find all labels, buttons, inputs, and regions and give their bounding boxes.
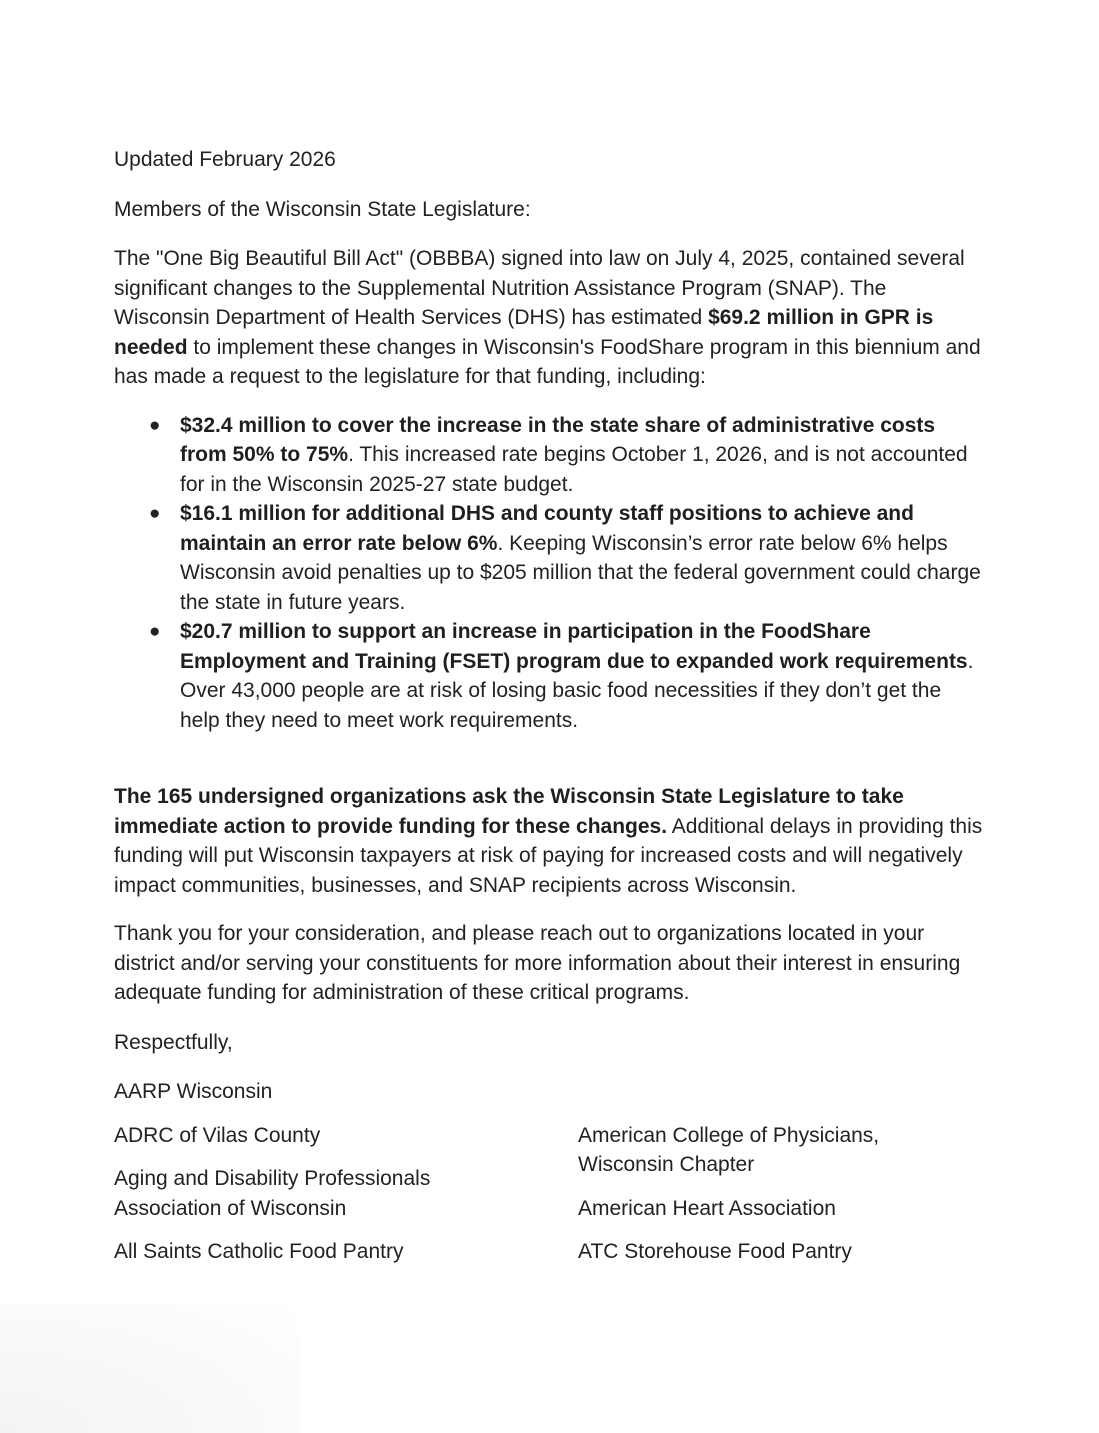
- intro-bold-funding: $69.2 million in GPR is needed: [114, 306, 934, 359]
- letter-page: [114, 145, 984, 1267]
- request-text: . This increased rate begins October 1, 2026, and is not accounted for in the Wisconsin 2025-27 state budget.: [180, 443, 968, 496]
- thanks-paragraph: Thank you for your consideration, and please reach out to organizations located in your district and/or serving your constituents for more information about their interest in ensuring adequate funding for administration of these critical programs.: [114, 922, 961, 1004]
- signers-right-column: [578, 1121, 978, 1267]
- bullet-icon: ●: [149, 621, 161, 642]
- intro-text-2: to implement these changes in Wisconsin's FoodShare program in this biennium and has made a request to the legislature for that funding, including:: [114, 335, 981, 388]
- salutation: Members of the Wisconsin State Legislature:: [114, 197, 531, 221]
- signer-org: Aging and Disability Professionals Association of Wisconsin: [114, 1167, 431, 1220]
- intro-paragraph: [114, 244, 984, 392]
- bullet-icon: ●: [149, 414, 161, 436]
- signer-org: ADRC of Vilas County: [114, 1123, 321, 1147]
- ask-text: Additional delays in providing this funding will put Wisconsin taxpayers at risk of paying for increased costs and will negatively impact communities, businesses, and SNAP recipients across Wisconsin.: [114, 814, 983, 897]
- request-text: . Over 43,000 people are at risk of losing basic food necessities if they don’t get the help they need to meet work requirements.: [180, 649, 974, 732]
- request-bold: $16.1 million for additional DHS and county staff positions to achieve and maintain an error rate below 6%: [180, 502, 914, 555]
- signer-org: American Heart Association: [578, 1196, 836, 1220]
- funding-request-item: [114, 617, 984, 735]
- funding-request-list: [114, 411, 984, 736]
- funding-request-item: [114, 411, 984, 500]
- closing: Respectfully,: [114, 1030, 233, 1054]
- signer-org: All Saints Catholic Food Pantry: [114, 1240, 404, 1263]
- funding-request-item: [114, 499, 984, 617]
- ask-paragraph: [114, 782, 984, 900]
- intro-text-1: The "One Big Beautiful Bill Act" (OBBBA) signed into law on July 4, 2025, contained several significant changes to the Supplemental Nutrition Assistance Program (SNAP). The Wisconsin Department of Health Services (DHS) has estimated: [114, 247, 965, 329]
- page-shadow: [0, 1303, 300, 1433]
- request-bold: $20.7 million to support an increase in participation in the FoodShare Employment and Training (FSET) program due to expanded work requirements: [180, 620, 968, 673]
- document-date: Updated February 2026: [114, 148, 336, 171]
- signer-org: American College of Physicians, Wisconsin Chapter: [578, 1123, 880, 1176]
- signer-first: AARP Wisconsin: [114, 1080, 273, 1103]
- signers-left-column: [114, 1121, 578, 1267]
- signer-org: ATC Storehouse Food Pantry: [578, 1240, 852, 1263]
- request-text: . Keeping Wisconsin’s error rate below 6% helps Wisconsin avoid penalties up to $205 million that the federal government could charge the state in future years.: [180, 531, 981, 614]
- bullet-icon: ●: [149, 503, 161, 524]
- ask-bold: The 165 undersigned organizations ask the Wisconsin State Legislature to take immediate action to provide funding for these changes.: [114, 785, 904, 838]
- signers-list: [114, 1121, 984, 1267]
- request-bold: $32.4 million to cover the increase in the state share of administrative costs from 50% to 75%: [180, 413, 936, 466]
